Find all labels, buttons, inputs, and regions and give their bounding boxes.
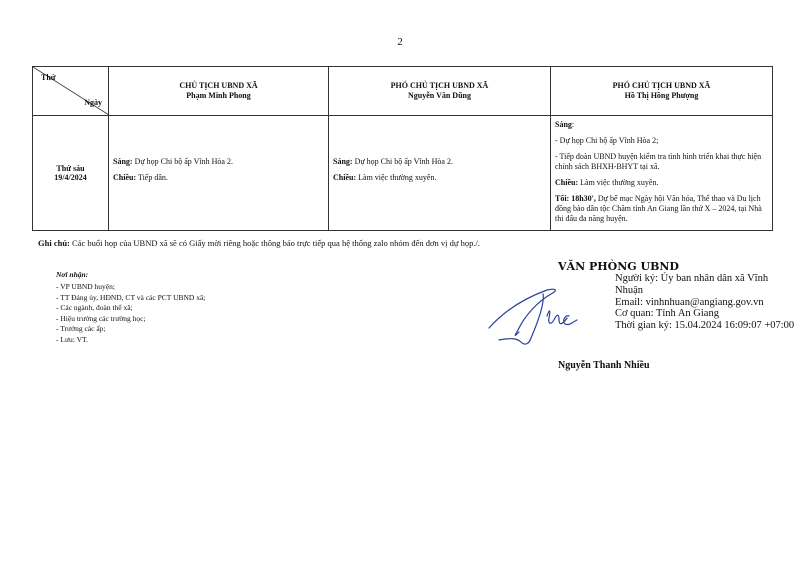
afternoon-text: Làm việc thường xuyên. — [356, 173, 437, 182]
morning-item: - Tiếp đoàn UBND huyện kiểm tra tình hình triển khai thực hiện chính sách BHXH-BHYT tại xã. — [555, 152, 762, 171]
schedule-table — [32, 66, 773, 231]
header-vice-chairman-2 — [551, 67, 773, 116]
schedule-cell-vice-2 — [551, 116, 773, 231]
table-header-row — [33, 67, 773, 116]
footnote — [38, 238, 480, 248]
corner-label-ngay: Ngày — [84, 98, 102, 107]
afternoon-entry — [113, 173, 324, 183]
header-name: Nguyễn Văn Dũng — [408, 91, 471, 100]
afternoon-entry — [555, 178, 768, 188]
header-vice-chairman-1 — [329, 67, 551, 116]
morning-label: Sáng: — [113, 157, 133, 166]
header-name: Phạm Minh Phong — [186, 91, 251, 100]
afternoon-text: Tiếp dân. — [136, 173, 168, 182]
signing-office: VĂN PHÒNG UBND — [558, 260, 679, 273]
list-item: - Hiệu trưởng các trường học; — [56, 313, 146, 323]
page-number: 2 — [397, 36, 403, 48]
day-name: Thứ sáu — [56, 164, 85, 173]
footnote-text: Các buổi họp của UBND xã sẽ có Giấy mời riêng hoặc thông báo trực tiếp qua hệ thống zalo nhóm đến đơn vị dự họp./. — [69, 238, 480, 248]
header-role: CHỦ TỊCH UBND XÃ — [179, 81, 258, 90]
evening-entry — [555, 194, 768, 224]
agency-line: Cơ quan: Tỉnh An Giang — [615, 308, 719, 320]
recipients-list — [56, 282, 205, 345]
list-item: - Các ngành, đoàn thể xã; — [56, 303, 133, 312]
morning-text: Dự họp Chi bộ ấp Vĩnh Hòa 2. — [132, 157, 233, 166]
email-line: Email: vinhnhuan@angiang.gov.vn — [615, 296, 764, 308]
evening-text: Dự bế mạc Ngày hội Văn hóa, Thể thao và Du lịch đồng bào dân tộc Chăm tỉnh An Giang lần thứ X – 2024, tại Nhà thi đấu đa năng huyện. — [555, 194, 762, 223]
signer-line: Người ký: Ủy ban nhân dân xã Vĩnh Nhuận — [615, 273, 769, 296]
corner-cell — [33, 67, 109, 116]
corner-label-thu: Thứ — [41, 73, 56, 82]
list-item: - VP UBND huyện; — [56, 282, 115, 291]
schedule-cell-chairman — [109, 116, 329, 231]
header-chairman — [109, 67, 329, 116]
header-role: PHÓ CHỦ TỊCH UBND XÃ — [390, 81, 489, 90]
footnote-label: Ghi chú: — [38, 238, 70, 248]
morning-label: Sáng: — [333, 157, 353, 166]
schedule-cell-vice-1 — [329, 116, 551, 231]
morning-entry — [333, 157, 546, 167]
list-item: - Trưởng các ấp; — [56, 324, 106, 333]
afternoon-entry — [333, 173, 546, 183]
list-item: - TT Đảng ủy, HĐND, CT và các PCT UBND xã; — [56, 292, 206, 302]
afternoon-text: Làm việc thường xuyên. — [578, 178, 659, 187]
recipients-title: Nơi nhận: — [56, 270, 89, 279]
morning-text: Dự họp Chi bộ ấp Vĩnh Hòa 2. — [352, 157, 453, 166]
signer-name: Nguyễn Thanh Nhiều — [558, 360, 650, 371]
handwritten-signature — [485, 280, 585, 350]
afternoon-label: Chiều: — [333, 173, 357, 182]
day-cell — [33, 116, 109, 231]
day-date: 19/4/2024 — [54, 173, 87, 182]
digital-signature-info — [615, 273, 795, 332]
sign-time-line: Thời gian ký: 15.04.2024 16:09:07 +07:00 — [615, 320, 795, 332]
header-role: PHÓ CHỦ TỊCH UBND XÃ — [612, 81, 711, 90]
header-name: Hồ Thị Hồng Phượng — [624, 91, 699, 100]
morning-heading: Sáng: — [555, 120, 575, 129]
list-item: - Lưu: VT. — [56, 334, 88, 344]
table-row — [33, 116, 773, 231]
afternoon-label: Chiều: — [555, 178, 579, 187]
morning-entry — [113, 157, 324, 167]
morning-label: Sáng — [555, 120, 572, 129]
afternoon-label: Chiều: — [113, 173, 137, 182]
evening-label: Tối: 18h30', — [555, 194, 596, 203]
morning-item: - Dự họp Chi bộ ấp Vĩnh Hòa 2; — [555, 136, 659, 145]
